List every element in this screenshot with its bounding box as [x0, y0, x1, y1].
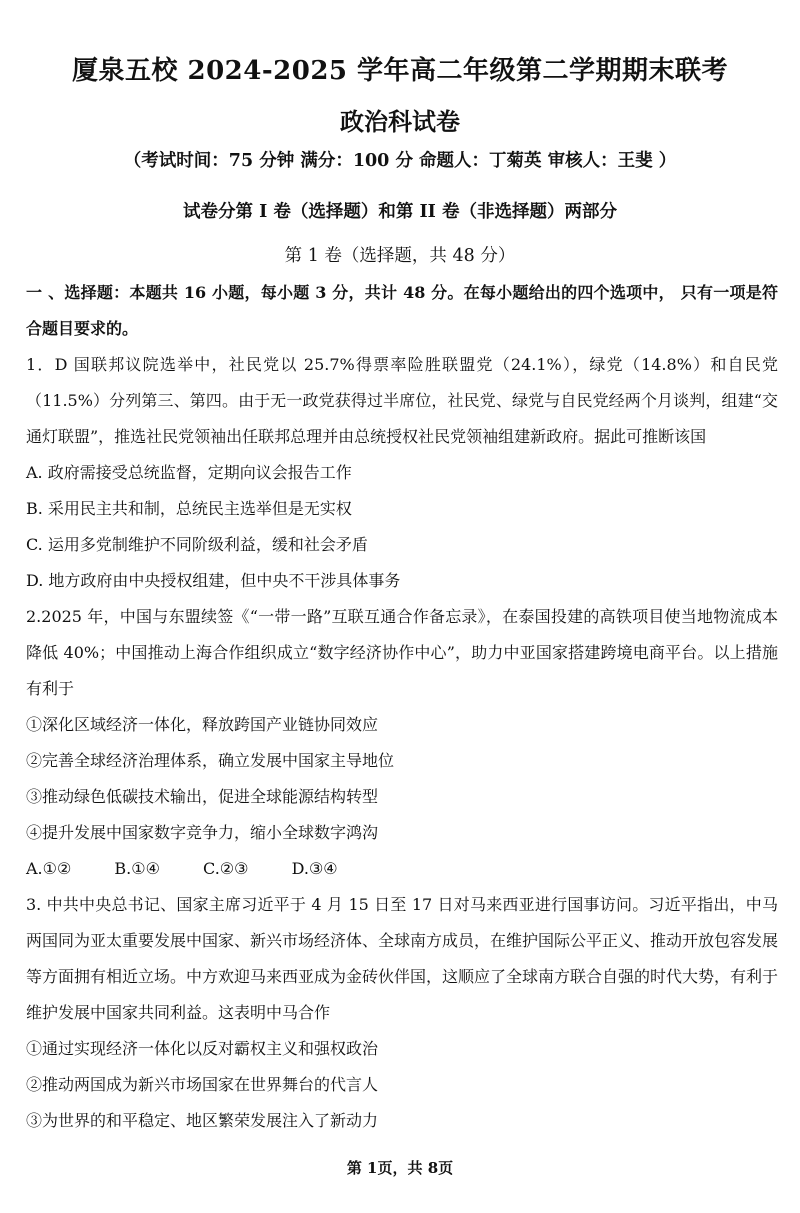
- exam-info: （考试时间：75 分钟 满分：100 分 命题人：丁菊英 审核人：王斐 ）: [123, 151, 677, 171]
- question-3-statement-1: ①通过实现经济一体化以反对霸权主义和强权政治: [26, 1039, 379, 1058]
- question-2-stem: 2.2025 年，中国与东盟续签《“一带一路”互联互通合作备忘录》，在泰国投建的高铁项目使当地物流成本降低 40%；中国推动上海合作组织成立“数字经济协作中心”，助力中亚国家搭建跨境电商平台。以上措施有利于: [26, 607, 778, 698]
- question-2-statement-1: ①深化区域经济一体化，释放跨国产业链协同效应: [26, 715, 379, 734]
- question-body: [26, 275, 778, 1139]
- question-2-statement-4: ④提升发展中国家数字竞争力，缩小全球数字鸿沟: [26, 823, 379, 842]
- question-2-choice-d: D.③④: [291, 859, 338, 878]
- question-1-stem: 1．D 国联邦议院选举中，社民党以 25.7%得票率险胜联盟党（24.1%），绿党（14.8%）和自民党（11.5%）分列第三、第四。由于无一政党获得过半席位，社民党、绿党与自民党经两个月谈判，组建“交通灯联盟”，推选社民党领袖出任联邦总理并由总统授权社民党领袖组建新政府。据此可推断该国: [26, 355, 778, 446]
- question-1-option-b: B. 采用民主共和制，总统民主选举但是无实权: [26, 499, 352, 518]
- question-3-stem: 3. 中共中央总书记、国家主席习近平于 4 月 15 日至 17 日对马来西亚进行国事访问。习近平指出，中马两国同为亚太重要发展中国家、新兴市场经济体、全球南方成员，在维护国际公平正义、推动开放包容发展等方面拥有相近立场。中方欢迎马来西亚成为金砖伙伴国，这顺应了全球南方联合自强的时代大势，有利于维护发展中国家共同利益。这表明中马合作: [26, 895, 779, 1022]
- exam-subtitle: 政治科试卷: [340, 107, 460, 136]
- question-1-option-d: D. 地方政府由中央授权组建，但中央不干涉具体事务: [26, 571, 401, 590]
- question-2-statement-3: ③推动绿色低碳技术输出，促进全球能源结构转型: [26, 787, 379, 806]
- exam-title: 厦泉五校 2024-2025 学年高二年级第二学期期末联考: [71, 56, 729, 86]
- page-footer: 第 1页，共 8页: [346, 1159, 454, 1177]
- question-2-choice-a: A.①②: [26, 859, 72, 878]
- parts-note: 试卷分第 I 卷（选择题）和第 II 卷（非选择题）两部分: [183, 202, 617, 222]
- question-3-statement-2: ②推动两国成为新兴市场国家在世界舞台的代言人: [26, 1075, 379, 1094]
- question-2-choices: [26, 851, 778, 887]
- question-2-statement-2: ②完善全球经济治理体系，确立发展中国家主导地位: [26, 751, 395, 770]
- question-3-statement-3: ③为世界的和平稳定、地区繁荣发展注入了新动力: [26, 1111, 379, 1130]
- question-1-option-c: C. 运用多党制维护不同阶级利益，缓和社会矛盾: [26, 535, 368, 554]
- question-2-choice-c: C.②③: [203, 859, 249, 878]
- question-2-choice-b: B.①④: [114, 859, 160, 878]
- question-1-option-a: A. 政府需接受总统监督，定期向议会报告工作: [26, 463, 352, 482]
- section-instruction: 一 、选择题：本题共 16 小题，每小题 3 分，共计 48 分。在每小题给出的四个选项中， 只有一项是符合题目要求的。: [26, 283, 778, 338]
- section-title: 第 1 卷（选择题，共 48 分）: [284, 246, 516, 266]
